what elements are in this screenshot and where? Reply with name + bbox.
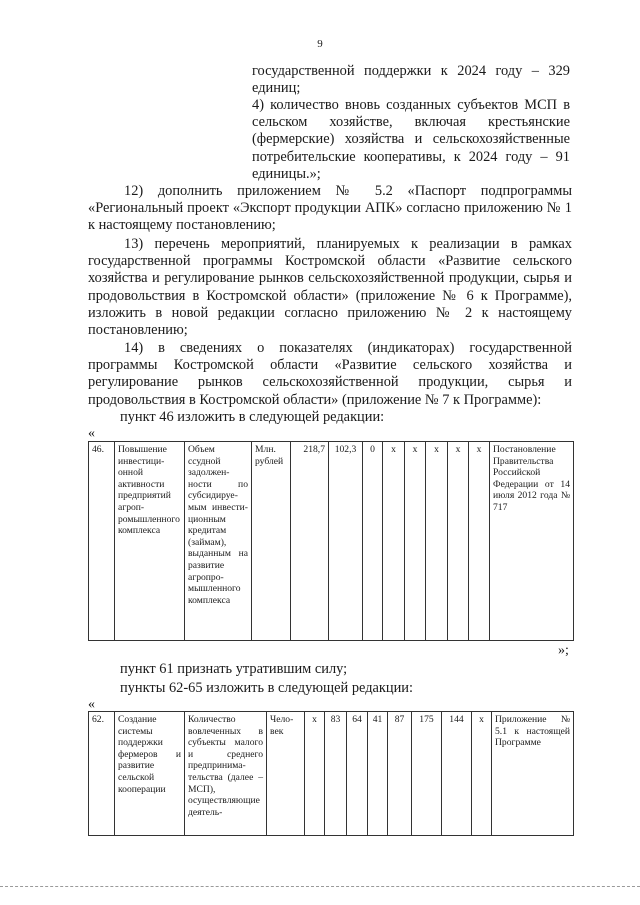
page-number: 9	[317, 38, 323, 50]
table-cell: 64	[347, 712, 368, 836]
quote-close: »;	[558, 643, 569, 658]
table-cell: Количество вовлеченных в субъекты малого и среднего предпринимательства (далее – МСП), осуществляющие деятель-	[185, 712, 267, 836]
table-cell: 87	[388, 712, 412, 836]
table-cell: х	[448, 442, 469, 641]
table-cell: х	[405, 442, 426, 641]
table-cell: х	[469, 442, 490, 641]
paragraph-continuation: государственной поддержки к 2024 году – 329 единиц;	[252, 63, 570, 97]
table-cell: х	[305, 712, 325, 836]
indicator-table-46	[88, 441, 574, 641]
quote-open-2: «	[88, 697, 95, 712]
paragraph-item-13: 13) перечень мероприятий, планируемых к реализации в рамках государственной программы Костромской области «Развитие сельского хозяйства и регулирование рынков сельскохозяйственной продукции, сырья и продовольствия в Костромской области» (приложение № 6 к Программе), изложить в новой редакции согласно приложению № 2 к настоящему постановлению;	[88, 236, 572, 339]
paragraph-item-14: 14) в сведениях о показателях (индикаторах) государственной программы Костромской области «Развитие сельского хозяйства и регулирование рынков сельскохозяйственной продукции, сырья и продовольствия в Костромской области» (приложение № 7 к Программе):	[88, 340, 572, 408]
table-cell: Повышение инвестиционной активности предприятий агропромышленного комплекса	[115, 442, 185, 641]
table-cell: 218,7	[291, 442, 329, 641]
paragraph-item-12: 12) дополнить приложением № 5.2 «Паспорт подпрограммы «Региональный проект «Экспорт продукции АПК» согласно приложению № 1 к настоящему постановлению;	[88, 183, 572, 234]
table-cell: 46.	[89, 442, 115, 641]
table-cell: Постановление Правительства Российской Федерации от 14 июля 2012 года № 717	[490, 442, 574, 641]
paragraph-point-46: пункт 46 изложить в следующей редакции:	[120, 409, 385, 425]
table-cell: 83	[325, 712, 347, 836]
table-cell: 175	[412, 712, 442, 836]
table-cell: 144	[442, 712, 472, 836]
table-cell: х	[426, 442, 448, 641]
paragraph-item-4: 4) количество вновь созданных субъектов МСП в сельском хозяйстве, включая крестьянские (фермерские) хозяйства и сельскохозяйственные потребительские кооперативы, к 2024 году – 91 единицы.»;	[252, 97, 570, 182]
table-cell: Млн. рублей	[252, 442, 291, 641]
table-cell: 102,3	[329, 442, 363, 641]
paragraph-points-62-65: пункты 62-65 изложить в следующей редакции:	[120, 680, 414, 696]
table-cell: Объем ссудной задолженности по субсидируемым инвестиционным кредитам (займам), выданным на развитие агропромышленного комплекса	[185, 442, 252, 641]
quote-open-1: «	[88, 426, 95, 441]
indicator-table-62	[88, 711, 574, 836]
table-cell: Приложение № 5.1 к настоящей Программе	[492, 712, 574, 836]
table-cell: х	[383, 442, 405, 641]
paragraph-point-61: пункт 61 признать утратившим силу;	[120, 661, 348, 677]
scan-edge-line	[0, 886, 640, 888]
table-cell: Человек	[267, 712, 305, 836]
table-cell: х	[472, 712, 492, 836]
table-cell: 62.	[89, 712, 115, 836]
table-cell: 41	[368, 712, 388, 836]
table-cell: Создание системы поддержки фермеров и развитие сельской кооперации	[115, 712, 185, 836]
table-cell: 0	[363, 442, 383, 641]
